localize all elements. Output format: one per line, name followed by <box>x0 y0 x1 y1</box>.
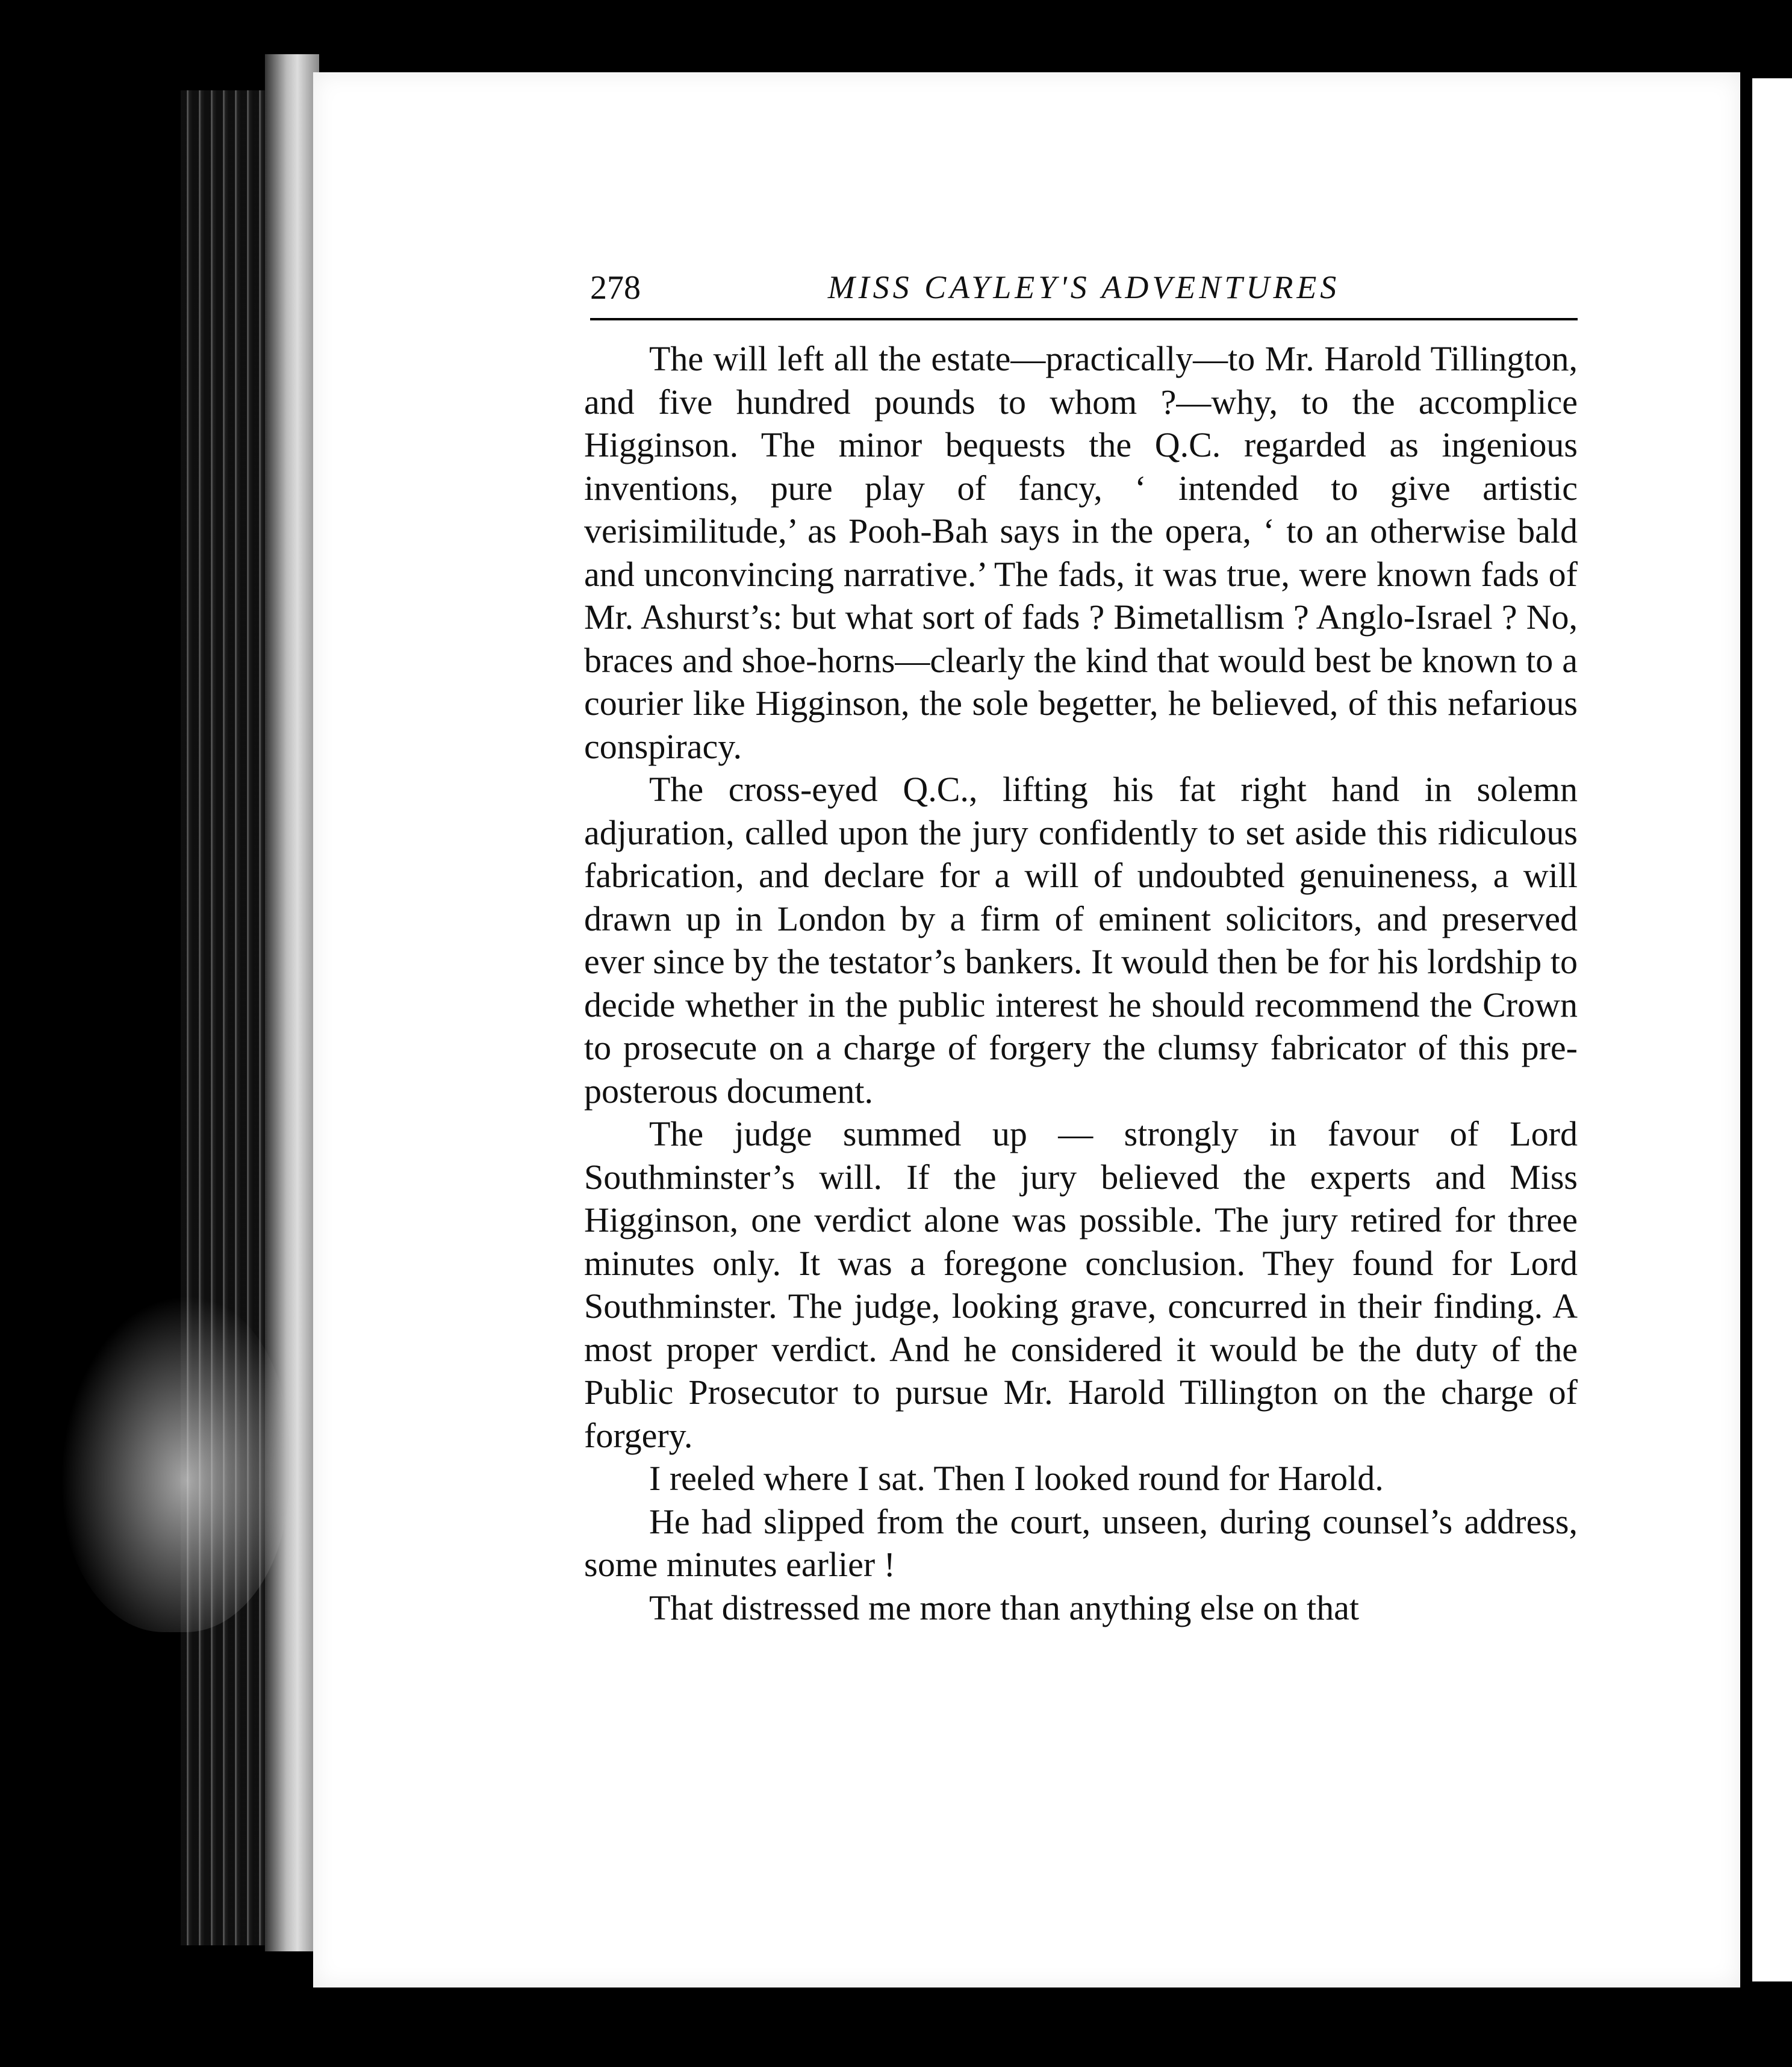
running-head <box>590 264 1578 320</box>
paragraph: He had slipped from the court, unseen, during counsel’s address, some minutes earlier ! <box>584 1501 1578 1584</box>
running-title: MISS CAYLEY'S ADVENTURES <box>827 269 1340 305</box>
paragraph: The cross-eyed Q.C., lifting his fat right hand in solemn adjuration, called upon the jury confidently to set aside this ridiculous fabrication, and declare for a will of undoubted genuineness, a will drawn up in London by a firm of eminent solicitors, and preserved ever since by the testator’s bankers. It would then be for his lordship to decide whether in the public interest he should recommend the Crown to prosecute on a charge of forgery the clumsy fabricator of this preposterous document. <box>584 770 1578 1111</box>
page-number: 278 <box>590 269 641 307</box>
body-text <box>584 337 1578 1629</box>
paragraph: That distressed me more than anything else on that <box>649 1588 1360 1627</box>
paragraph: The judge summed up — strongly in favour of Lord Southminster’s will. If the jury believed the experts and Miss Higginson, one verdict alone was possible. The jury retired for three minutes only. It was a foregone conclusion. They found for Lord Southminster. The judge, looking grave, concurred in their finding. A most proper verdict. And he considered it would be the duty of the Public Prosecutor to pursue Mr. Harold Tillington on the charge of forgery. <box>584 1114 1578 1455</box>
paragraph: I reeled where I sat. Then I looked round for Harold. <box>649 1459 1384 1498</box>
page-edge-stain <box>60 1295 289 1632</box>
facing-page-edge <box>1746 78 1792 1981</box>
book-page <box>313 72 1740 1988</box>
book-page-edge-highlight <box>265 54 319 1951</box>
paragraph: The will left all the estate—practically—to Mr. Harold Tillington, and five hundred pounds to whom ?—why, to the accomplice Higginson. The minor bequests the Q.C. regarded as ingenious inventions, pure play of fancy, ‘ intended to give artistic verisimilitude,’ as Pooh-Bah says in the opera, ‘ to an otherwise bald and unconvincing narrative.’ The fads, it was true, were known fads of Mr. Ashurst’s: but what sort of fads ? Bimetallism ? Anglo-Israel ? No, braces and shoe-horns—clearly the kind that would best be known to a courier like Higginson, the sole begetter, he believed, of this nefarious conspiracy. <box>584 339 1578 766</box>
